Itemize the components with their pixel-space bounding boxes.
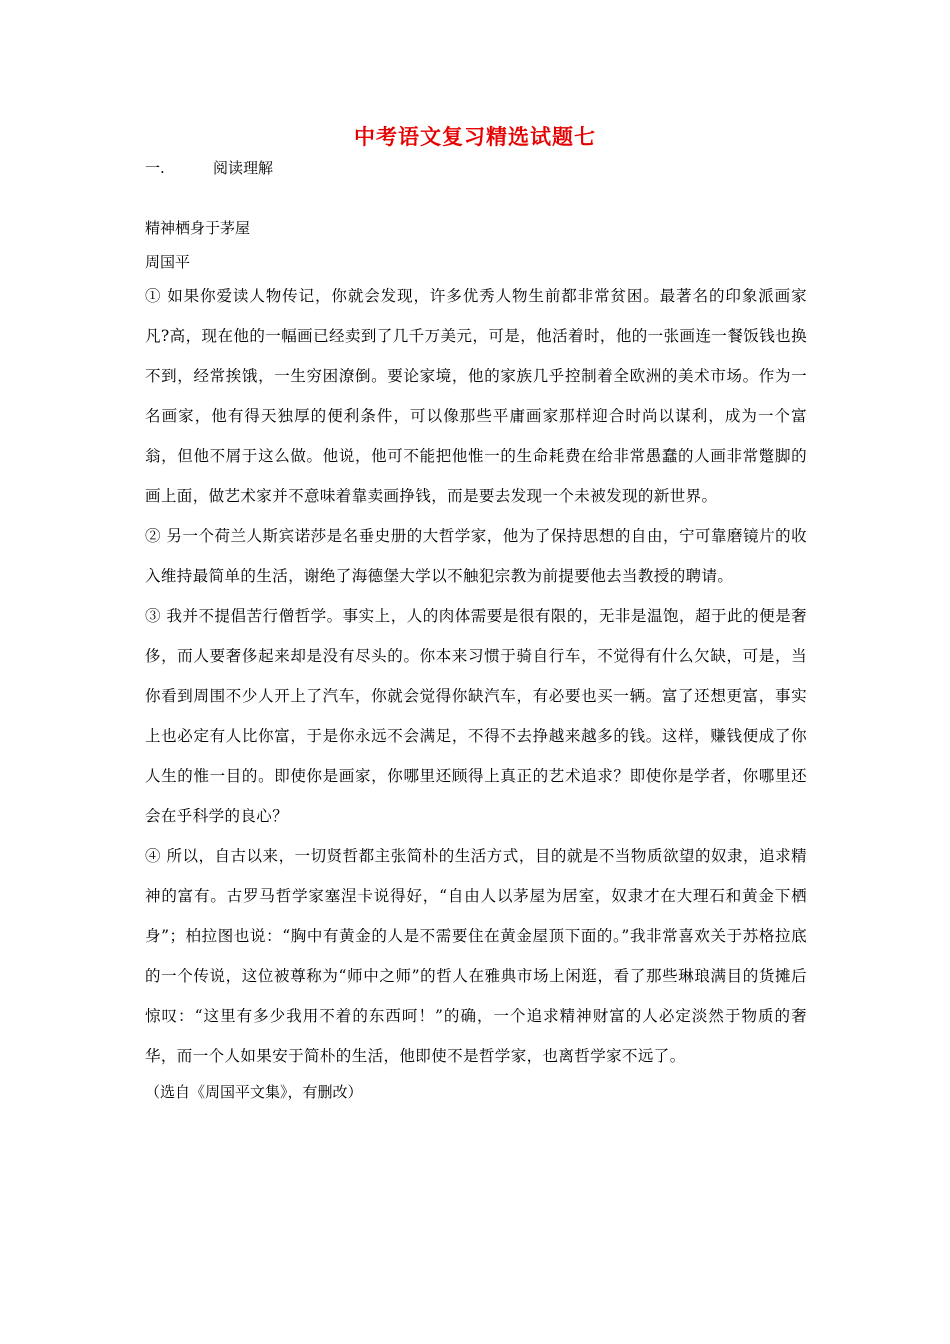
paragraph-4: ④ 所以，自古以来，一切贤哲都主张简朴的生活方式，目的就是不当物质欲望的奴隶，追求精神的富有。古罗马哲学家塞涅卡说得好，“自由人以茅屋为居室，奴隶才在大理石和黄金下栖身”；柏拉图也说：“胸中有黄金的人是不需要住在黄金屋顶下面的。”我非常喜欢关于苏格拉底的一个传说，这位被尊称为“师中之师”的哲人在雅典市场上闲逛，看了那些琳琅满目的货摊后惊叹：“这里有多少我用不着的东西呵！”的确，一个追求精神财富的人必定淡然于物质的奢华，而一个人如果安于简朴的生活，他即使不是哲学家，也离哲学家不远了。 xyxy=(145,847,807,1065)
document-title: 中考语文复习精选试题七 xyxy=(354,124,596,149)
article-source: （选自《周国平文集》，有删改） xyxy=(145,1083,363,1101)
section-heading xyxy=(145,156,950,180)
article-title: 精神栖身于茅屋 xyxy=(145,219,251,237)
paragraph-2: ② 另一个荷兰人斯宾诺莎是名垂史册的大哲学家，他为了保持思想的自由，宁可靠磨镜片的收入维持最简单的生活，谢绝了海德堡大学以不触犯宗教为前提要他去当教授的聘请。 xyxy=(145,527,807,585)
section-label: 阅读理解 xyxy=(213,159,274,177)
paragraph-1: ① 如果你爱读人物传记，你就会发现，许多优秀人物生前都非常贫困。最著名的印象派画家凡?高，现在他的一幅画已经卖到了几千万美元，可是，他活着时，他的一张画连一餐饭钱也换不到，经常挨饿，一生穷困潦倒。要论家境，他的家族几乎控制着全欧洲的美术市场。作为一名画家，他有得天独厚的便利条件，可以像那些平庸画家那样迎合时尚以谋利，成为一个富翁，但他不屑于这么做。他说，他可不能把他惟一的生命耗费在给非常愚蠢的人画非常蹩脚的画上面，做艺术家并不意味着靠卖画挣钱，而是要去发现一个未被发现的新世界。 xyxy=(145,287,807,505)
article-author: 周国平 xyxy=(145,253,191,271)
section-number: 一. xyxy=(145,159,165,177)
paragraph-3: ③ 我并不提倡苦行僧哲学。事实上，人的肉体需要是很有限的，无非是温饱，超于此的便是奢侈，而人要奢侈起来却是没有尽头的。你本来习惯于骑自行车，不觉得有什么欠缺，可是，当你看到周围不少人开上了汽车，你就会觉得你缺汽车，有必要也买一辆。富了还想更富，事实上也必定有人比你富，于是你永远不会满足，不得不去挣越来越多的钱。这样，赚钱便成了你人生的惟一目的。即使你是画家，你哪里还顾得上真正的艺术追求？即使你是学者，你哪里还会在乎科学的良心？ xyxy=(145,607,807,825)
